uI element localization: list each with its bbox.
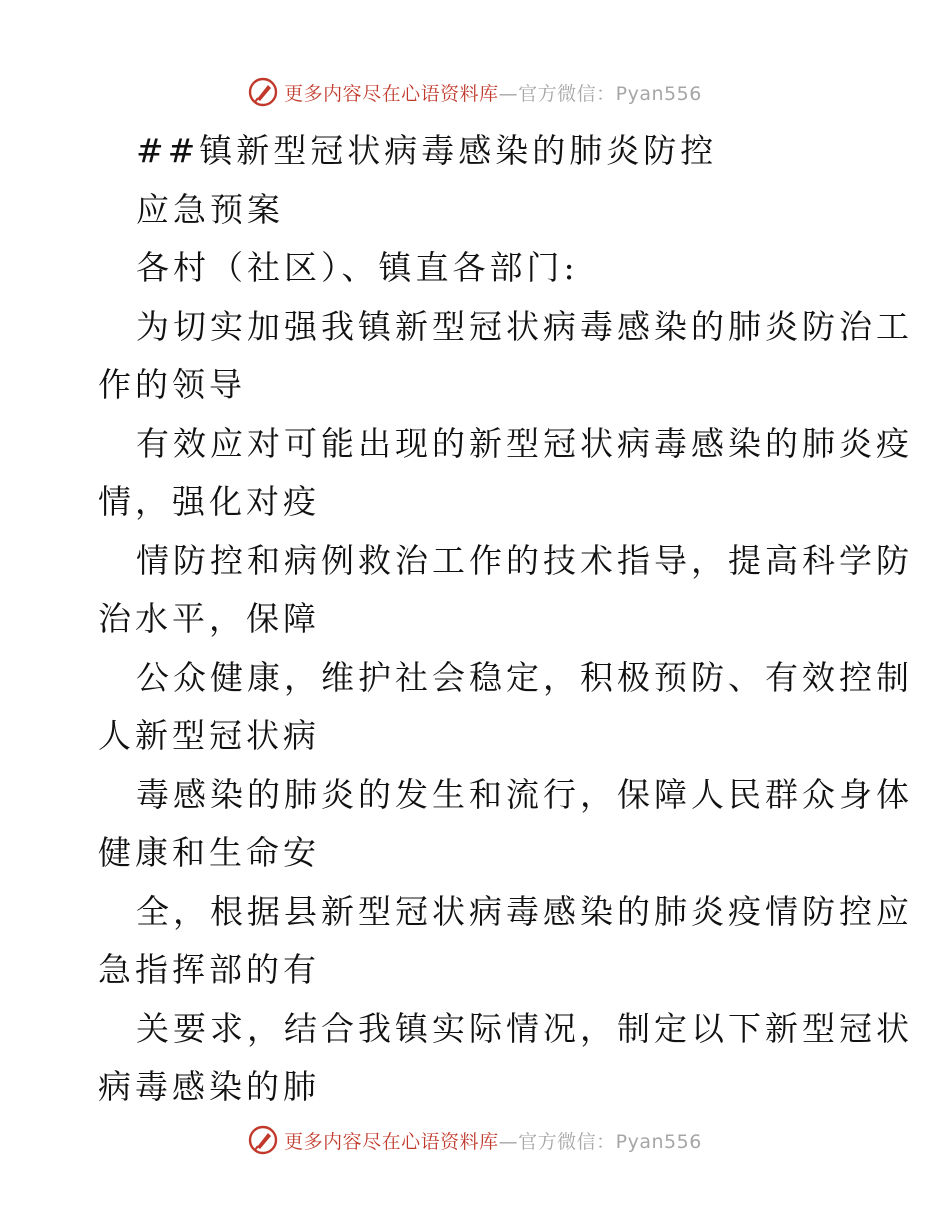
doc-paragraph-line: 人新型冠状病 bbox=[98, 716, 320, 755]
doc-paragraph-line: 病毒感染的肺 bbox=[98, 1067, 320, 1106]
watermark-header bbox=[0, 72, 950, 112]
doc-paragraph-line: 全，根据县新型冠状病毒感染的肺炎疫情防控应 bbox=[136, 891, 913, 931]
doc-paragraph-line: 情防控和病例救治工作的技术指导，提高科学防 bbox=[136, 540, 913, 580]
watermark-gray-text: —官方微信：Pyan556 bbox=[498, 1130, 702, 1153]
quill-logo-icon bbox=[248, 1125, 278, 1155]
watermark-red-text: 更多内容尽在心语资料库 bbox=[284, 1130, 499, 1153]
watermark-text bbox=[284, 79, 702, 106]
doc-paragraph-line: 治水平，保障 bbox=[98, 599, 320, 638]
doc-paragraph-line: 公众健康，维护社会稳定，积极预防、有效控制 bbox=[136, 657, 913, 697]
doc-title-line-1: ##镇新型冠状病毒感染的肺炎防控 bbox=[136, 131, 718, 170]
quill-logo-icon bbox=[248, 77, 278, 107]
watermark-gray-text: —官方微信：Pyan556 bbox=[498, 82, 702, 105]
doc-paragraph-line: 为切实加强我镇新型冠状病毒感染的肺炎防治工 bbox=[136, 306, 913, 346]
watermark-text bbox=[284, 1127, 702, 1154]
doc-title-line-2: 应急预案 bbox=[136, 189, 284, 229]
document-body bbox=[98, 122, 913, 1117]
watermark-footer bbox=[0, 1120, 950, 1160]
watermark-red-text: 更多内容尽在心语资料库 bbox=[284, 82, 499, 105]
doc-paragraph-line: 健康和生命安 bbox=[98, 833, 320, 872]
doc-paragraph-line: 毒感染的肺炎的发生和流行，保障人民群众身体 bbox=[136, 774, 913, 814]
doc-paragraph-line: 作的领导 bbox=[98, 365, 246, 404]
doc-paragraph-line: 情，强化对疫 bbox=[98, 482, 320, 521]
doc-salutation: 各村（社区）、镇直各部门: bbox=[136, 248, 579, 287]
doc-paragraph-line: 有效应对可能出现的新型冠状病毒感染的肺炎疫 bbox=[136, 423, 913, 463]
doc-paragraph-line: 急指挥部的有 bbox=[98, 950, 320, 989]
doc-paragraph-line: 关要求，结合我镇实际情况，制定以下新型冠状 bbox=[136, 1008, 913, 1048]
